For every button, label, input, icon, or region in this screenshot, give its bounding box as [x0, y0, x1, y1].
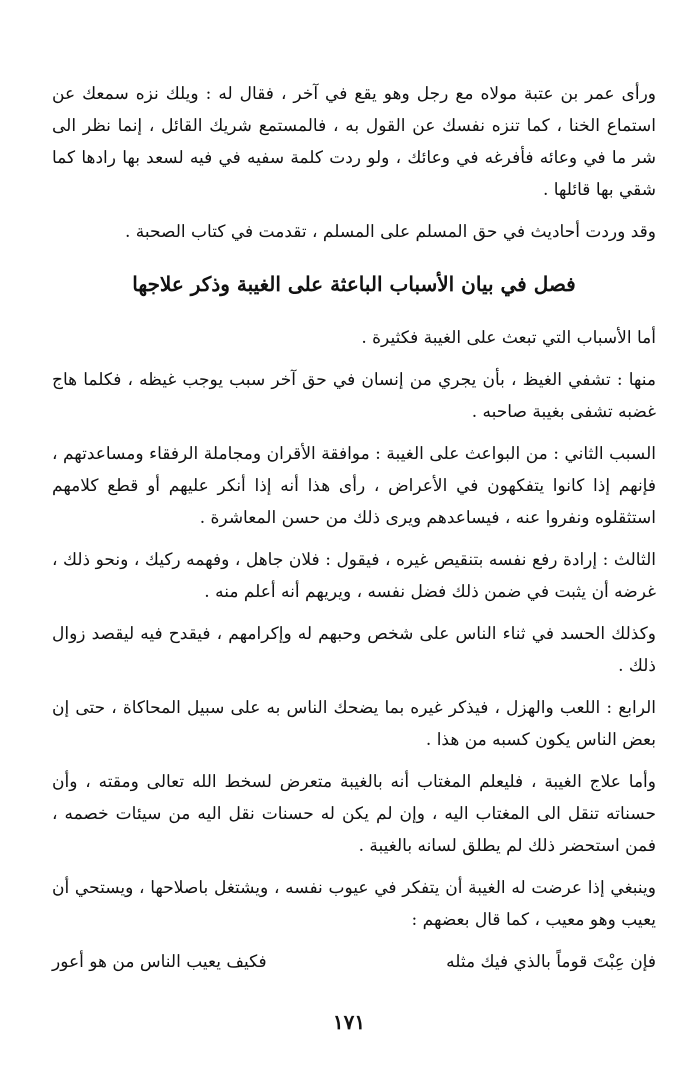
- paragraph-cause-anger: منها : تشفي الغيظ ، بأن يجري من إنسان في حق آخر سبب يوجب غيظه ، فكلما هاج غضبه تشفى بغيبة صاحبه .: [52, 370, 656, 422]
- paragraph-cause-jest: الرابع : اللعب والهزل ، فيذكر غيره بما يضحك الناس به على سبيل المحاكاة ، حتى إن بعض الناس يكون كسبه من هذا .: [52, 698, 656, 750]
- paragraph-hadith-note: وقد وردت أحاديث في حق المسلم على المسلم ، تقدمت في كتاب الصحبة .: [124, 222, 656, 242]
- paragraph-remedy: وأما علاج الغيبة ، فليعلم المغتاب أنه بالغيبة متعرض لسخط الله تعالى ومقته ، وأن حسناته تنقل الى المغتاب اليه ، وإن لم يكن له حسنات نقل اليه من سيئات خصمه ، فمن استحضر ذلك لم يطلق لسانه بالغيبة .: [52, 772, 656, 856]
- page-body: [52, 78, 656, 978]
- page-number: ١٧١: [332, 1010, 366, 1034]
- verse-second-hemistich: فكيف يعيب الناس من هو أعور: [52, 952, 267, 972]
- poem-verse: [52, 946, 656, 978]
- paragraph-cause-self-elevation: الثالث : إرادة رفع نفسه بتنقيص غيره ، فيقول : فلان جاهل ، وفهمه ركيك ، ونحو ذلك ، غرضه أن يثبت في ضمن ذلك فضل نفسه ، ويريهم أنه أعلم منه .: [52, 550, 656, 602]
- paragraph-self-reflection: وينبغي إذا عرضت له الغيبة أن يتفكر في عيوب نفسه ، ويشتغل باصلاحها ، ويستحي أن يعيب وهو معيب ، كما قال بعضهم :: [52, 878, 656, 930]
- paragraph-umar-ibn-utba: ورأى عمر بن عتبة مولاه مع رجل وهو يقع في آخر ، فقال له : ويلك نزه سمعك عن استماع الخنا ، كما تنزه نفسك عن القول به ، فالمستمع شريك القائل ، إنما نظر الى شر ما في وعائه فأفرغه في وعائك ، ولو ردت كلمة سفيه في فيه لسعد بها رادها كما شقي بها قائلها .: [52, 84, 656, 200]
- paragraph-cause-peers: السبب الثاني : من البواعث على الغيبة : موافقة الأقران ومجاملة الرفقاء ومساعدتهم ، فإنهم إذا كانوا يتفكهون في الأعراض ، رأى هذا أنه إذا أنكر عليهم أو قطع كلامهم استثقلوه ونفروا عنه ، فيساعدهم ويرى ذلك من حسن المعاشرة .: [52, 444, 656, 528]
- section-heading: فصل في بيان الأسباب الباعثة على الغيبة وذكر علاجها: [132, 272, 576, 296]
- paragraph-causes-intro: أما الأسباب التي تبعث على الغيبة فكثيرة .: [361, 328, 656, 348]
- verse-first-hemistich: فإن عِبْتَ قوماً بالذي فيك مثله: [446, 952, 656, 972]
- paragraph-cause-envy: وكذلك الحسد في ثناء الناس على شخص وحبهم له وإكرامهم ، فيقدح فيه ليقصد زوال ذلك .: [52, 624, 656, 676]
